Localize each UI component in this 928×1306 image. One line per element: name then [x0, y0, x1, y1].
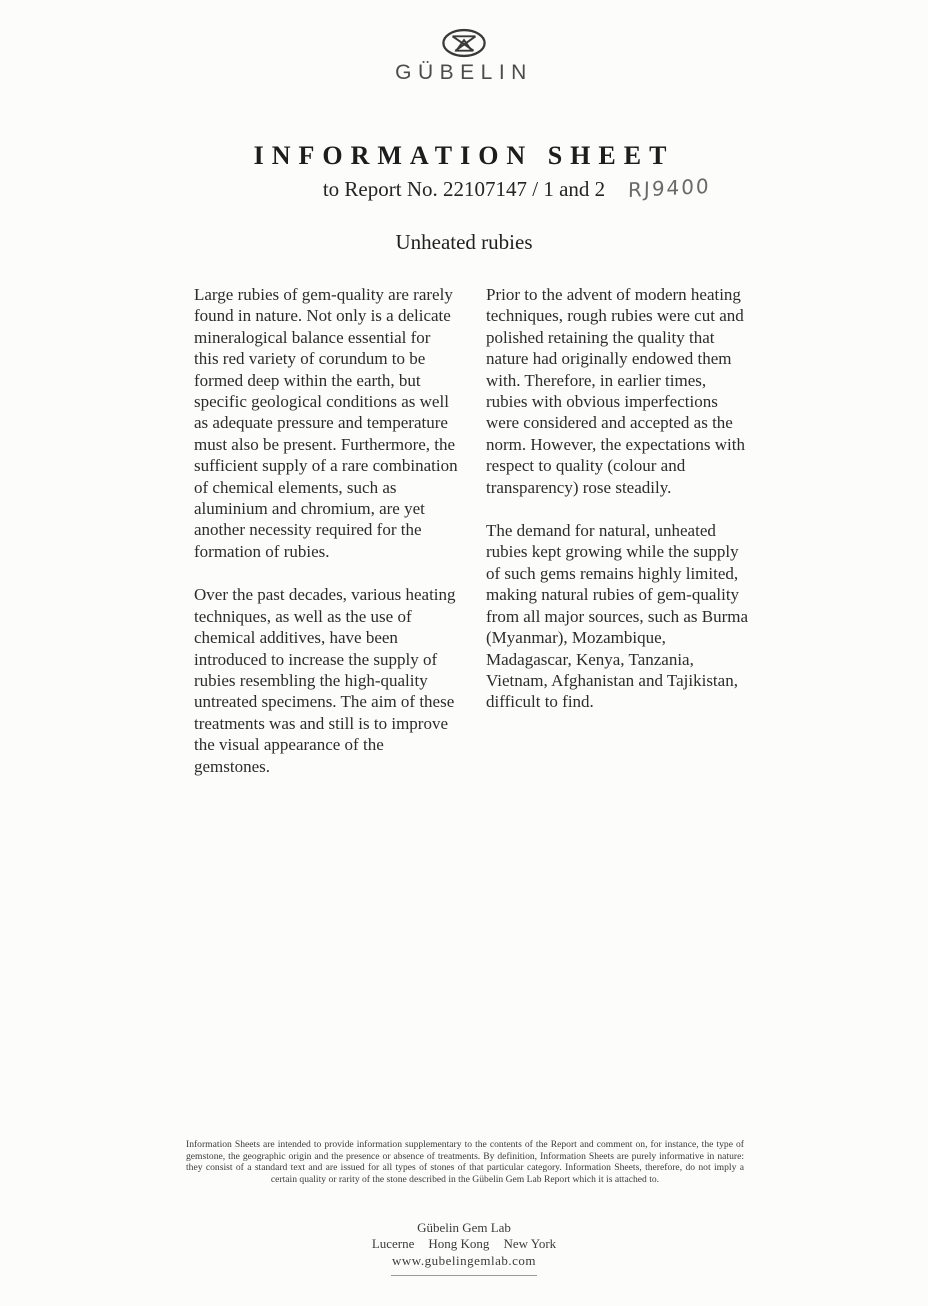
footer-block [0, 1220, 928, 1276]
footer-location: Hong Kong [428, 1236, 490, 1252]
body-columns [194, 284, 750, 799]
section-heading: Unheated rubies [395, 230, 533, 254]
logo-block [0, 27, 928, 85]
gubelin-crest-icon [441, 27, 487, 59]
footer-company: Gübelin Gem Lab [417, 1220, 511, 1235]
report-number-line: to Report No. 22107147 / 1 and 2 [322, 177, 606, 201]
disclaimer-text: Information Sheets are intended to provide information supplementary to the contents of the Report and comment on, for instance, the type of gemstone, the geographic origin and the presence or absence of treatments. By definition, Information Sheets are purely informative in nature: they consist of a standard text and are issued for all types of stones of that particular category. Information Sheets, therefore, do not imply a certain quality or rarity of the stone described in the Gübelin Gem Lab Report which it is attached to. [186, 1139, 744, 1185]
paragraph: Prior to the advent of modern heating techniques, rough rubies were cut and polished retaining the quality that nature had originally endowed them with. Therefore, in earlier times, rubies with obvious imperfections were considered and accepted as the norm. However, the expectations with respect to quality (colour and transparency) rose steadily. [486, 285, 745, 497]
paragraph: Over the past decades, various heating techniques, as well as the use of chemical additives, have been introduced to increase the supply of rubies resembling the high-quality untreated specimens. The aim of these treatments was and still is to improve the visual appearance of the gemstones. [194, 585, 456, 776]
handwritten-annotation: RJ9400 [627, 173, 711, 203]
footer-divider [391, 1275, 537, 1276]
paragraph: The demand for natural, unheated rubies kept growing while the supply of such gems remains highly limited, making natural rubies of gem-quality from all major sources, such as Burma (Myanmar), Mozambique, Madagascar, Kenya, Tanzania, Vietnam, Afghanistan and Tajikistan, difficult to find. [486, 521, 749, 712]
left-column [194, 284, 458, 799]
right-column [486, 284, 750, 799]
footer-website: www.gubelingemlab.com [392, 1252, 536, 1268]
brand-wordmark: GÜBELIN [395, 61, 533, 84]
page-title: INFORMATION SHEET [253, 141, 675, 170]
footer-location: Lucerne [371, 1236, 415, 1252]
paragraph: Large rubies of gem-quality are rarely found in nature. Not only is a delicate mineralogical balance essential for this red variety of corundum to be formed deep within the earth, but specific geological conditions as well as adequate pressure and temperature must also be present. Furthermore, the sufficient supply of a rare combination of chemical elements, such as aluminium and chromium, are yet another necessity required for the formation of rubies. [194, 285, 458, 561]
footer-locations [0, 1236, 928, 1252]
footer-location: New York [503, 1236, 557, 1252]
